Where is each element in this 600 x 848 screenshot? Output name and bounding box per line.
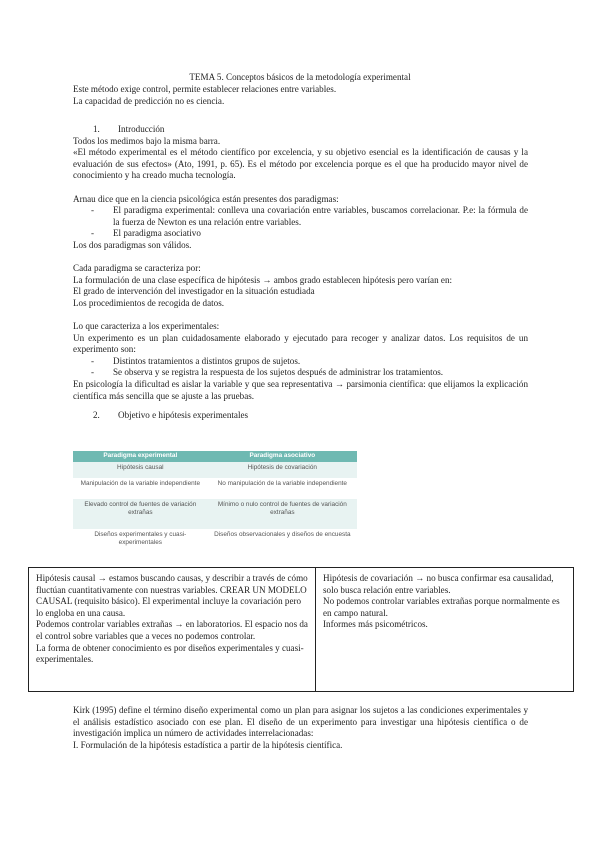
bullet-text: El paradigma experimental: conlleva una covariación entre variables, buscamos correlacionar. P.e: la fórmula de la fuerza de Newton es una relación entre variables. bbox=[113, 205, 528, 227]
paradigm-table bbox=[73, 451, 357, 553]
paragraph: Arnau dice que en la ciencia psicológica están presentes dos paradigmas: bbox=[73, 193, 339, 204]
section-1 bbox=[73, 124, 528, 422]
comparison-text: No podemos controlar variables extrañas porque normalmente es en campo natural. bbox=[323, 596, 560, 618]
bullet-item bbox=[73, 228, 528, 240]
section-1-number: 1. bbox=[93, 124, 100, 134]
bullet-dash: - bbox=[91, 355, 95, 366]
table-cell: Elevado control de fuentes de variación extrañas bbox=[73, 499, 208, 529]
table-row bbox=[73, 529, 357, 553]
comparison-text: Informes más psicométricos. bbox=[323, 619, 428, 630]
table-cell: Mínimo o nulo control de fuentes de variación extrañas bbox=[208, 499, 357, 529]
comparison-cell-associative bbox=[316, 568, 574, 692]
bullet-dash: - bbox=[91, 367, 95, 378]
paragraph: La formulación de una clase específica de hipótesis → ambos grado establecen hipótesis pero varían en: bbox=[73, 274, 453, 285]
table-row bbox=[73, 462, 357, 478]
table-cell: Hipótesis de covariación bbox=[208, 462, 357, 478]
document-title: TEMA 5. Conceptos básicos de la metodología experimental bbox=[189, 72, 411, 82]
section-2-title: Objetivo e hipótesis experimentales bbox=[118, 410, 249, 421]
table-header-row bbox=[73, 451, 357, 462]
section-2-heading bbox=[73, 410, 528, 422]
table-row bbox=[73, 499, 357, 529]
table-cell: Hipótesis causal bbox=[73, 462, 208, 478]
comparison-text: La forma de obtener conocimiento es por diseños experimentales y cuasi-experimentales. bbox=[36, 642, 304, 665]
comparison-text: Hipótesis causal → estamos buscando causas, y describir a través de cómo fluctúan cuantitativamente con nuestras variables. CREAR UN MODELO CAUSAL (requisito básico). El experimental incluye la covariación pero lo engloba en una causa. bbox=[36, 573, 308, 618]
paragraph: Lo que caracteriza a los experimentales: bbox=[73, 321, 220, 332]
bullet-text: Se observa y se registra la respuesta de los sujetos después de administrar los tratamientos. bbox=[113, 367, 444, 378]
bullet-text: Distintos tratamientos a distintos grupos de sujetos. bbox=[113, 355, 301, 366]
paragraph: En psicología la dificultad es aislar la variable y que sea representativa → parsimonia científica: que elijamos la explicación científica más sencilla que se ajuste a las pruebas. bbox=[73, 379, 528, 401]
table-cell: Diseños experimentales y cuasi-experimentales bbox=[73, 529, 208, 553]
paragraph: Un experimento es un plan cuidadosamente elaborado y ejecutado para recoger y analizar datos. Los requisitos de un experimento son: bbox=[73, 332, 528, 355]
paragraph-quote: «El método experimental es el método científico por excelencia, y su objetivo esencial es la identificación de causas y la evaluación de sus efectos» (Ato, 1991, p. 65). Es el método por excelencia porque es el que ha producido mayor nivel de conocimiento y ha creado mucha tecnología. bbox=[73, 147, 528, 181]
bullet-dash: - bbox=[91, 228, 95, 239]
comparison-cell-experimental bbox=[29, 568, 316, 692]
section-1-title: Introducción bbox=[118, 124, 165, 134]
paragraph: I. Formulación de la hipótesis estadística a partir de la hipótesis científica. bbox=[73, 739, 343, 750]
paragraph: Todos los medimos bajo la misma barra. bbox=[73, 135, 221, 146]
section-2-number: 2. bbox=[93, 410, 100, 421]
paragraph: Los procedimientos de recogida de datos. bbox=[73, 297, 225, 308]
table-header-cell: Paradigma experimental bbox=[73, 451, 208, 462]
bullet-dash: - bbox=[91, 205, 95, 216]
paragraph: Kirk (1995) define el término diseño experimental como un plan para asignar los sujetos a las condiciones experimentales y el análisis estadístico asociado con ese plan. El diseño de un experimento para investigar una hipótesis científica o de investigación implica un número de actividades interrelacionadas: bbox=[73, 705, 528, 739]
intro-block bbox=[73, 84, 528, 107]
closing-block bbox=[73, 705, 528, 751]
comparison-table bbox=[28, 567, 574, 692]
bullet-item bbox=[73, 367, 528, 379]
comparison-row bbox=[29, 568, 574, 692]
comparison-text: Podemos controlar variables extrañas → en laboratorios. El espacio nos da el control sobre variables que a veces no podemos controlar. bbox=[36, 619, 308, 641]
table-row bbox=[73, 478, 357, 499]
bullet-item bbox=[73, 356, 528, 368]
table-cell: Diseños observacionales y diseños de encuesta bbox=[208, 529, 357, 553]
comparison-text: Hipótesis de covariación → no busca confirmar esa causalidad, solo busca relación entre variables. bbox=[323, 573, 554, 595]
table-cell: Manipulación de la variable independiente bbox=[73, 478, 208, 499]
intro-line-1: Este método exige control, permite establecer relaciones entre variables. bbox=[73, 84, 337, 94]
section-1-heading bbox=[73, 124, 528, 136]
paragraph: Cada paradigma se caracteriza por: bbox=[73, 263, 201, 274]
table-header-cell: Paradigma asociativo bbox=[208, 451, 357, 462]
paragraph: Los dos paradigmas son válidos. bbox=[73, 239, 192, 250]
paragraph: El grado de intervención del investigador en la situación estudiada bbox=[73, 286, 315, 297]
bullet-text: El paradigma asociativo bbox=[113, 228, 201, 239]
intro-line-2: La capacidad de predicción no es ciencia. bbox=[73, 95, 225, 106]
table-cell: No manipulación de la variable independiente bbox=[208, 478, 357, 499]
bullet-item bbox=[73, 205, 528, 228]
